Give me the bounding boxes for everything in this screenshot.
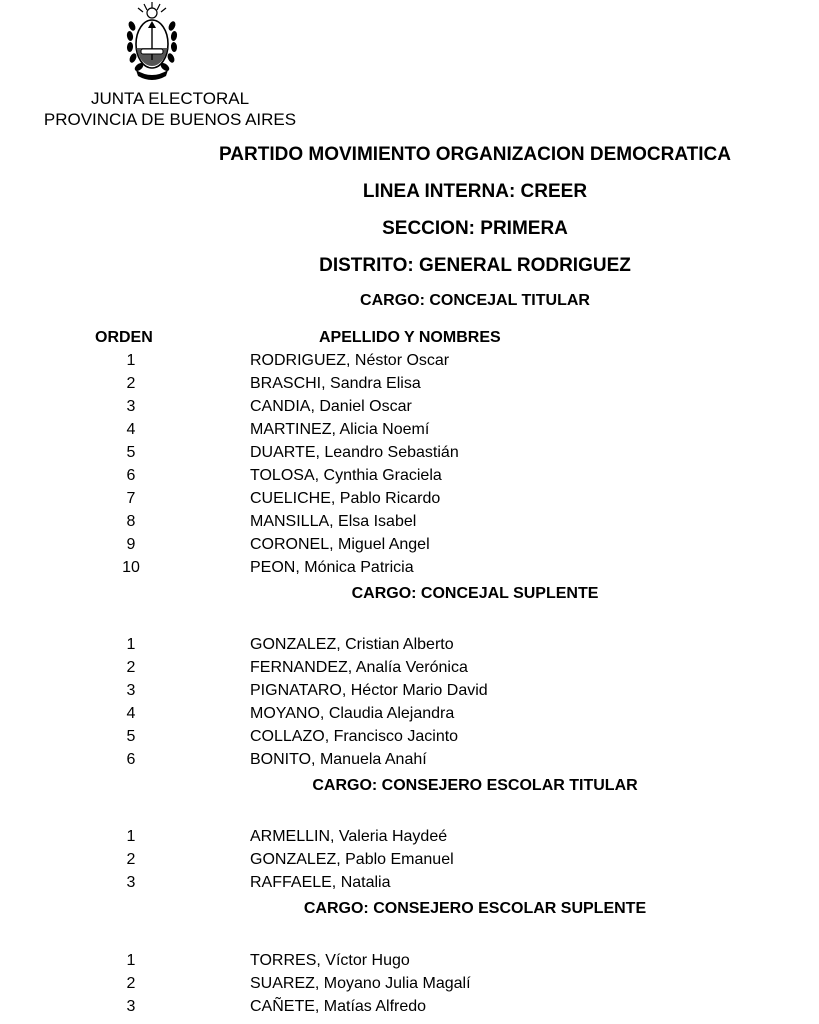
candidate-row [0, 872, 819, 894]
candidate-order: 6 [126, 751, 136, 768]
candidate-order: 3 [126, 998, 136, 1015]
party-title: PARTIDO MOVIMIENTO ORGANIZACION DEMOCRATICA [219, 144, 731, 165]
candidate-row [0, 419, 819, 441]
candidate-name: CUELICHE, Pablo Ricardo [250, 490, 441, 507]
candidate-order: 4 [126, 421, 136, 438]
candidate-name: FERNANDEZ, Analía Verónica [250, 659, 468, 676]
candidate-row [0, 749, 819, 771]
cargo-heading: CARGO: CONCEJAL TITULAR [360, 292, 590, 309]
candidate-name: RODRIGUEZ, Néstor Oscar [250, 352, 450, 369]
coat-of-arms-emblem [126, 0, 178, 82]
candidate-order: 1 [126, 636, 136, 653]
candidate-name: BONITO, Manuela Anahí [250, 751, 427, 768]
candidate-order: 1 [126, 352, 136, 369]
candidate-row [0, 442, 819, 464]
candidate-row [0, 396, 819, 418]
candidate-row [0, 726, 819, 748]
candidate-order: 4 [126, 705, 136, 722]
candidate-order: 7 [126, 490, 136, 507]
cargo-heading: CARGO: CONSEJERO ESCOLAR TITULAR [312, 777, 638, 794]
candidate-row [0, 950, 819, 972]
candidate-row [0, 373, 819, 395]
candidate-order: 2 [126, 975, 136, 992]
candidate-name: COLLAZO, Francisco Jacinto [250, 728, 459, 745]
candidate-row [0, 973, 819, 995]
org-line-2: PROVINCIA DE BUENOS AIRES [43, 110, 297, 129]
cargo-heading: CARGO: CONCEJAL SUPLENTE [351, 585, 599, 602]
candidate-row [0, 634, 819, 656]
cargo-heading: CARGO: CONSEJERO ESCOLAR SUPLENTE [303, 900, 647, 917]
candidate-name: CAÑETE, Matías Alfredo [250, 998, 427, 1015]
candidate-name: SUAREZ, Moyano Julia Magalí [250, 975, 471, 992]
candidate-row [0, 534, 819, 556]
candidate-name: CANDIA, Daniel Oscar [250, 398, 412, 415]
candidate-name: DUARTE, Leandro Sebastián [250, 444, 459, 461]
candidate-row [0, 557, 819, 579]
candidate-order: 2 [126, 375, 136, 392]
candidate-row [0, 826, 819, 848]
candidate-row [0, 703, 819, 725]
candidate-order: 6 [126, 467, 136, 484]
candidate-name: GONZALEZ, Pablo Emanuel [250, 851, 454, 868]
candidate-name: PIGNATARO, Héctor Mario David [250, 682, 488, 699]
candidate-order: 1 [126, 952, 136, 969]
candidate-row [0, 680, 819, 702]
internal-line-title: LINEA INTERNA: CREER [362, 181, 588, 202]
candidate-order: 2 [126, 851, 136, 868]
candidate-name: RAFFAELE, Natalia [250, 874, 391, 891]
candidate-order: 5 [126, 444, 136, 461]
candidate-order: 9 [126, 536, 136, 553]
candidate-order: 1 [126, 828, 136, 845]
candidate-name: PEON, Mónica Patricia [250, 559, 414, 576]
candidate-order: 3 [126, 874, 136, 891]
candidate-name: CORONEL, Miguel Angel [250, 536, 430, 553]
candidate-name: GONZALEZ, Cristian Alberto [250, 636, 454, 653]
candidate-order: 5 [126, 728, 136, 745]
candidate-order: 3 [126, 398, 136, 415]
candidate-row [0, 350, 819, 372]
candidate-name: TORRES, Víctor Hugo [250, 952, 410, 969]
section-title: SECCION: PRIMERA [382, 218, 568, 239]
candidate-row [0, 511, 819, 533]
candidate-row [0, 488, 819, 510]
candidate-name: MANSILLA, Elsa Isabel [250, 513, 417, 530]
candidate-name: ARMELLIN, Valeria Haydeé [250, 828, 448, 845]
candidate-row [0, 996, 819, 1018]
district-title: DISTRITO: GENERAL RODRIGUEZ [319, 255, 631, 276]
candidate-order: 8 [126, 513, 136, 530]
column-header-orden: ORDEN [95, 329, 153, 346]
candidate-order: 2 [126, 659, 136, 676]
column-header-nombres: APELLIDO Y NOMBRES [319, 329, 501, 346]
candidate-row [0, 657, 819, 679]
candidate-name: MARTINEZ, Alicia Noemí [250, 421, 430, 438]
issuing-authority [20, 88, 320, 130]
org-line-1: JUNTA ELECTORAL [90, 89, 250, 108]
candidate-order: 10 [122, 559, 140, 576]
candidate-name: MOYANO, Claudia Alejandra [250, 705, 455, 722]
candidate-row [0, 465, 819, 487]
candidate-row [0, 849, 819, 871]
candidate-name: BRASCHI, Sandra Elisa [250, 375, 421, 392]
candidate-order: 3 [126, 682, 136, 699]
candidate-name: TOLOSA, Cynthia Graciela [250, 467, 442, 484]
